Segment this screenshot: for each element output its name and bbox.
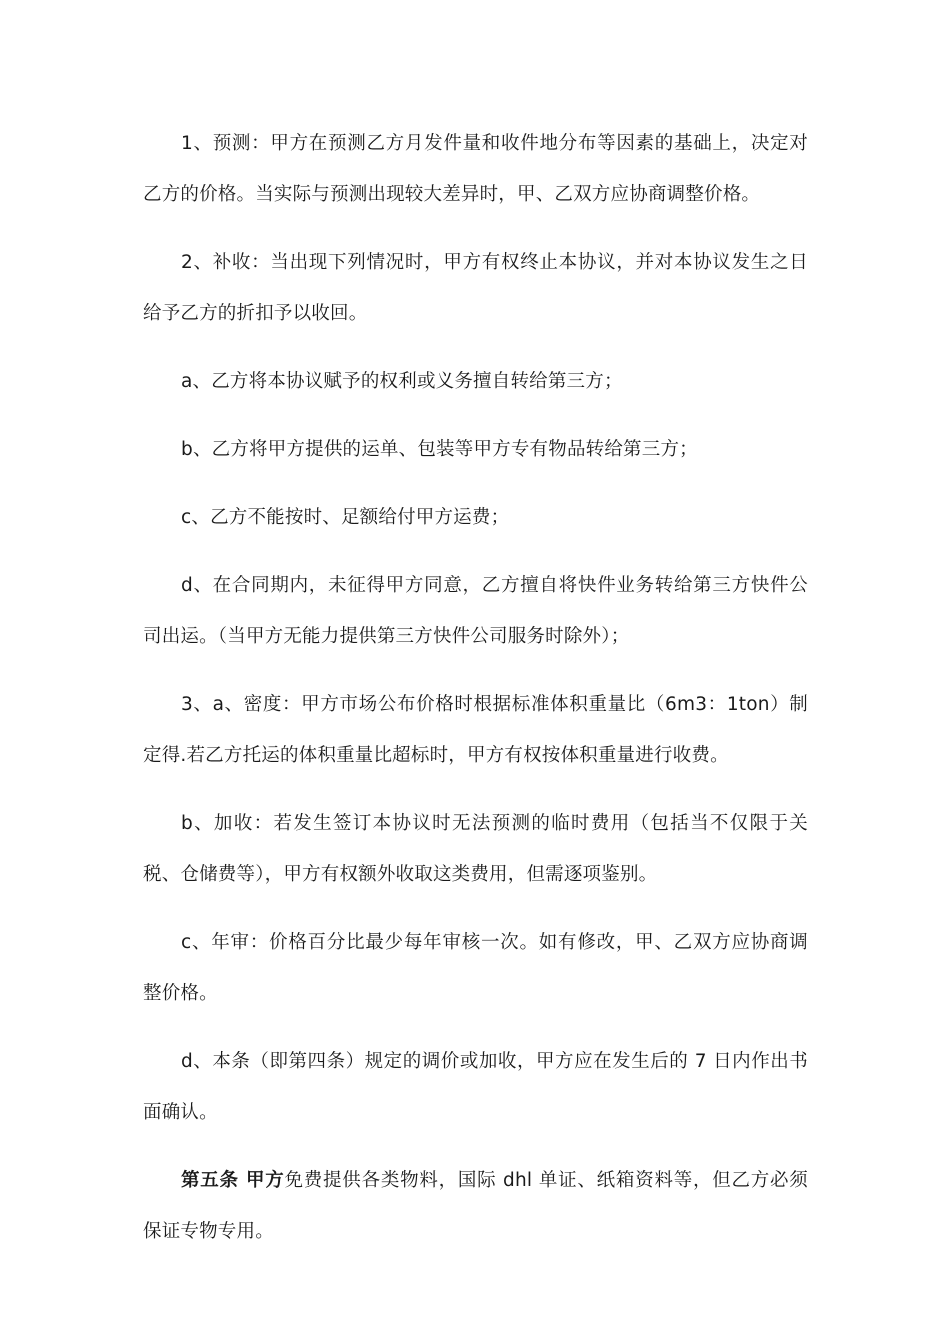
article-5-label: 第五条 甲方 — [181, 1170, 285, 1191]
paragraph-forecast: 1、预测：甲方在预测乙方月发件量和收件地分布等因素的基础上，决定对乙方的价格。当实际与预测出现较大差异时，甲、乙双方应协商调整价格。 — [143, 133, 808, 205]
article-5-text: 免费提供各类物料，国际 dhl 单证、纸箱资料等，但乙方必须保证专物专用。 — [143, 1170, 808, 1242]
paragraph-surcharge: b、加收：若发生签订本协议时无法预测的临时费用（包括当不仅限于关税、仓储费等），甲方有权额外收取这类费用，但需逐项鉴别。 — [143, 813, 808, 885]
paragraph-item-c: c、乙方不能按时、足额给付甲方运费； — [181, 507, 510, 528]
paragraph-article-5 — [143, 1155, 808, 1257]
document-body — [143, 118, 808, 1274]
paragraph-density: 3、a、密度：甲方市场公布价格时根据标准体积重量比（6m3：1ton）制定得.若乙方托运的体积重量比超标时，甲方有权按体积重量进行收费。 — [143, 694, 808, 766]
paragraph-item-a: a、乙方将本协议赋予的权利或义务擅自转给第三方； — [181, 371, 623, 392]
paragraph-recovery: 2、补收：当出现下列情况时，甲方有权终止本协议，并对本协议发生之日给予乙方的折扣予以收回。 — [143, 252, 808, 324]
paragraph-confirmation: d、本条（即第四条）规定的调价或加收，甲方应在发生后的 7 日内作出书面确认。 — [143, 1051, 808, 1123]
paragraph-item-b: b、乙方将甲方提供的运单、包装等甲方专有物品转给第三方； — [181, 439, 698, 460]
paragraph-annual-review: c、年审：价格百分比最少每年审核一次。如有修改，甲、乙双方应协商调整价格。 — [143, 932, 808, 1004]
paragraph-item-d: d、在合同期内，未征得甲方同意，乙方擅自将快件业务转给第三方快件公司出运。（当甲方无能力提供第三方快件公司服务时除外）； — [143, 575, 808, 647]
